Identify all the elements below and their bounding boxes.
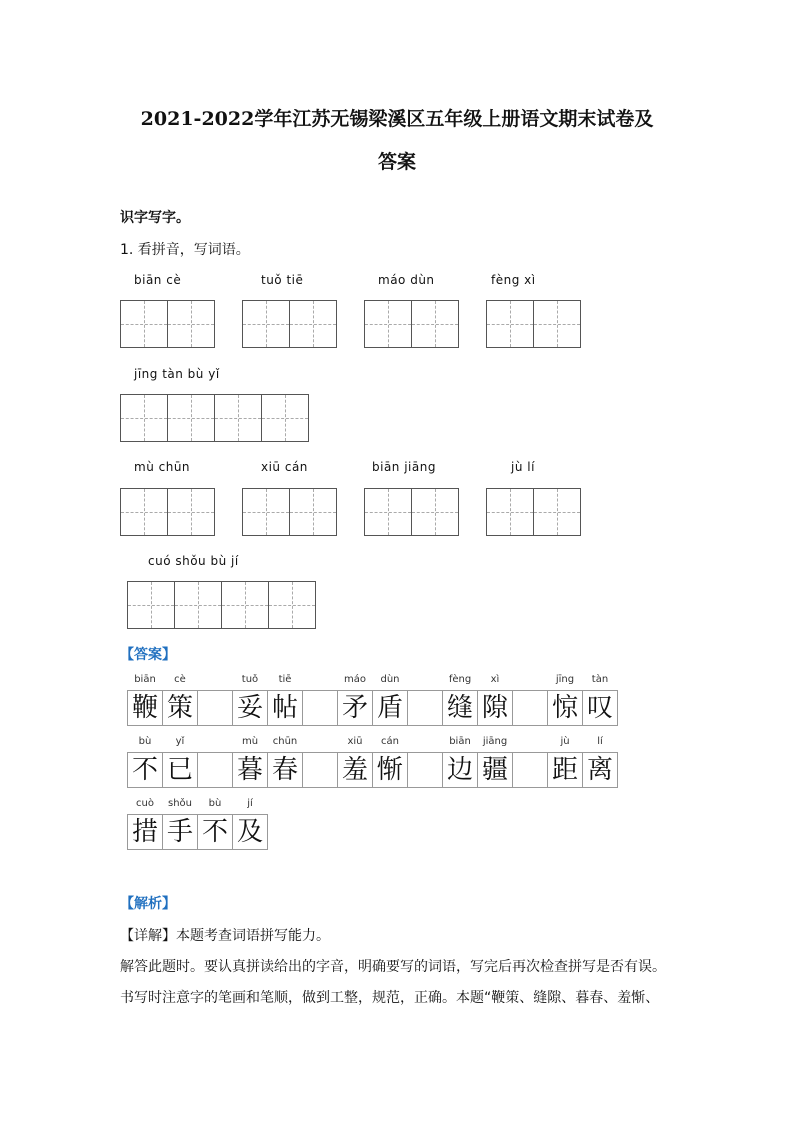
answer-pinyin: xiū [347, 736, 363, 747]
paragraph: 解答此题时。要认真拼读给出的字音，明确要写的词语，写完后再次检查拼写是否有误。 [120, 959, 666, 975]
answer-char: 惭 [376, 755, 403, 785]
answer-char: 隙 [481, 693, 508, 723]
section-heading: 识字写字。 [120, 210, 190, 226]
answer-cell [548, 736, 583, 788]
answer-cell [198, 753, 233, 788]
answer-pinyin: fèng [448, 674, 472, 685]
writing-grid[interactable] [242, 300, 337, 348]
answer-cell [268, 736, 303, 788]
answer-cell [163, 736, 198, 788]
answer-pinyin: chūn [272, 736, 298, 747]
writing-grid[interactable] [486, 488, 581, 536]
answer-cell [513, 691, 548, 726]
answer-pinyin: tàn [591, 674, 609, 685]
answer-char: 缝 [446, 693, 473, 723]
page-title-line1: 2021-2022学年江苏无锡梁溪区五年级上册语文期末试卷及 [140, 108, 654, 130]
answer-row [127, 736, 618, 788]
pinyin-label: biān jiāng [372, 460, 436, 474]
writing-grid[interactable] [127, 581, 316, 629]
writing-grid[interactable] [486, 300, 581, 348]
answer-cell [408, 691, 443, 726]
answer-char: 惊 [551, 693, 578, 723]
answer-char: 疆 [481, 755, 508, 785]
answer-char: 距 [551, 755, 578, 785]
answer-cell [303, 753, 338, 788]
answer-char: 帖 [271, 693, 298, 723]
answer-cell [513, 753, 548, 788]
answer-pinyin: lí [597, 736, 603, 747]
answer-cell [233, 798, 268, 850]
answer-char: 叹 [586, 693, 613, 723]
answer-char: 妥 [236, 693, 263, 723]
writing-grid[interactable] [120, 488, 215, 536]
answer-pinyin: jīng [555, 674, 575, 685]
answer-cell [583, 736, 618, 788]
answer-cell [198, 691, 233, 726]
answer-char: 不 [201, 817, 228, 847]
answer-pinyin: jiāng [482, 736, 508, 747]
answer-pinyin: biān [449, 736, 471, 747]
answer-row [127, 674, 618, 726]
answer-pinyin: cán [381, 736, 399, 747]
pinyin-label: jù lí [511, 460, 535, 474]
answer-pinyin: jí [247, 798, 253, 809]
answer-pinyin: cè [174, 674, 186, 685]
answer-char: 不 [131, 755, 158, 785]
answer-pinyin: tuǒ [241, 674, 259, 685]
answer-pinyin: dùn [380, 674, 400, 685]
answer-char: 离 [586, 755, 613, 785]
answer-char: 盾 [376, 693, 403, 723]
answer-cell [303, 691, 338, 726]
answer-char: 暮 [236, 755, 263, 785]
answer-pinyin: máo [344, 674, 366, 685]
answer-cell [443, 674, 478, 726]
pinyin-label: jīng tàn bù yǐ [134, 367, 220, 381]
answer-char: 矛 [341, 693, 368, 723]
answer-cell [268, 674, 303, 726]
answer-cell [163, 798, 198, 850]
answer-char: 春 [271, 755, 298, 785]
answer-pinyin: bù [138, 736, 152, 747]
answer-pinyin: tiē [278, 674, 292, 685]
pinyin-label: máo dùn [378, 273, 435, 287]
answer-cell [338, 674, 373, 726]
answer-char: 手 [166, 817, 193, 847]
writing-grid[interactable] [364, 300, 459, 348]
answer-cell [373, 736, 408, 788]
answer-cell [233, 736, 268, 788]
writing-grid[interactable] [364, 488, 459, 536]
answer-cell [128, 674, 163, 726]
answer-pinyin: xì [490, 674, 500, 685]
answer-pinyin: biān [134, 674, 156, 685]
answer-row [127, 798, 268, 850]
answer-cell [128, 736, 163, 788]
answer-char: 及 [236, 817, 263, 847]
answer-tag: 【答案】 [120, 647, 176, 663]
answer-char: 羞 [341, 755, 368, 785]
answer-pinyin: cuò [136, 798, 154, 809]
answer-cell [163, 674, 198, 726]
answer-cell [373, 674, 408, 726]
answer-cell [128, 798, 163, 850]
answer-char: 鞭 [131, 693, 158, 723]
writing-grid[interactable] [120, 300, 215, 348]
answer-pinyin: bù [208, 798, 222, 809]
answer-cell [548, 674, 583, 726]
analysis-tag: 【解析】 [120, 896, 176, 912]
answer-cell [478, 736, 513, 788]
answer-cell [408, 753, 443, 788]
answer-cell [338, 736, 373, 788]
pinyin-label: fèng xì [491, 273, 536, 287]
answer-pinyin: yǐ [175, 736, 185, 747]
answer-char: 策 [166, 693, 193, 723]
writing-grid[interactable] [120, 394, 309, 442]
answer-cell [198, 798, 233, 850]
page-title-line2: 答案 [377, 151, 416, 173]
paragraph: 书写时注意字的笔画和笔顺，做到工整，规范，正确。本题“鞭策、缝隙、暮春、羞惭、 [120, 990, 660, 1006]
answer-cell [583, 674, 618, 726]
answer-cell [233, 674, 268, 726]
detail-text: 【详解】本题考查词语拼写能力。 [120, 928, 330, 944]
pinyin-label: mù chūn [134, 460, 191, 474]
pinyin-label: tuǒ tiē [261, 273, 304, 287]
answer-cell [443, 736, 478, 788]
answer-char: 已 [166, 755, 193, 785]
answer-pinyin: mù [241, 736, 259, 747]
answer-char: 边 [446, 755, 473, 785]
answer-char: 措 [131, 817, 158, 847]
pinyin-label: cuó shǒu bù jí [148, 554, 239, 568]
answer-pinyin: shǒu [167, 798, 192, 809]
writing-grid[interactable] [242, 488, 337, 536]
answer-cell [478, 674, 513, 726]
pinyin-label: biān cè [134, 273, 182, 287]
answer-pinyin: jù [560, 736, 570, 747]
pinyin-label: xiū cán [261, 460, 308, 474]
question-1: 1. 看拼音，写词语。 [120, 242, 250, 258]
